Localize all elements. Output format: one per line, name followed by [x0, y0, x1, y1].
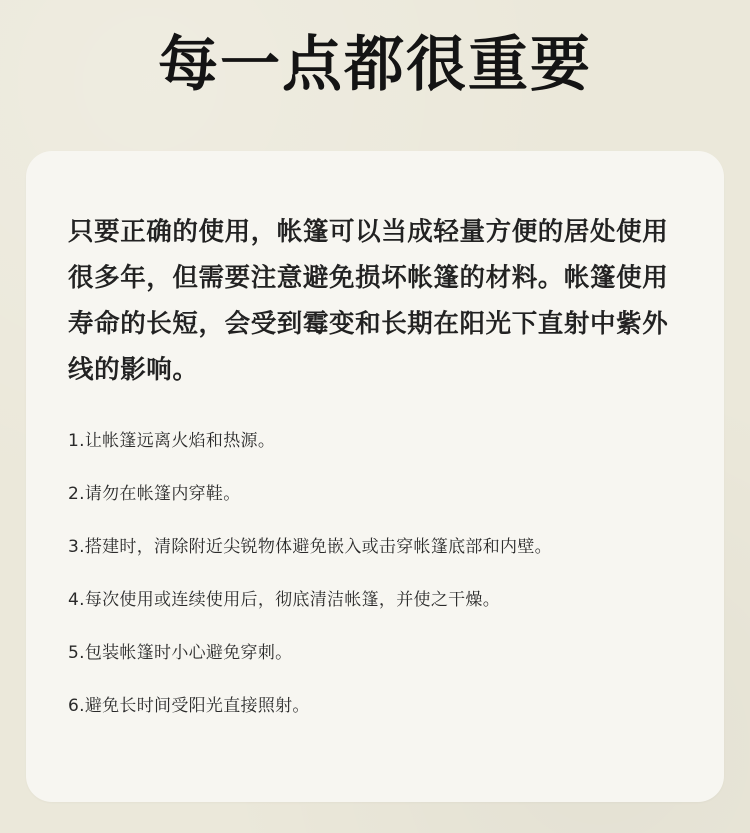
intro-paragraph: 只要正确的使用，帐篷可以当成轻量方便的居处使用很多年，但需要注意避免损坏帐篷的材料。帐篷使用寿命的长短，会受到霉变和长期在阳光下直射中紫外线的影响。 — [68, 217, 669, 385]
info-card — [26, 151, 724, 802]
tip-item: 6.避免长时间受阳光直接照射。 — [68, 696, 310, 716]
tip-item: 5.包装帐篷时小心避免穿刺。 — [68, 643, 293, 663]
page-title: 每一点都很重要 — [158, 30, 592, 100]
tip-item: 3.搭建时，清除附近尖锐物体避免嵌入或击穿帐篷底部和内壁。 — [68, 537, 552, 557]
tip-item: 4.每次使用或连续使用后，彻底清洁帐篷，并使之干燥。 — [68, 590, 501, 610]
tip-item: 2.请勿在帐篷内穿鞋。 — [68, 484, 241, 504]
tip-item: 1.让帐篷远离火焰和热源。 — [68, 431, 276, 451]
tips-list — [68, 429, 688, 747]
